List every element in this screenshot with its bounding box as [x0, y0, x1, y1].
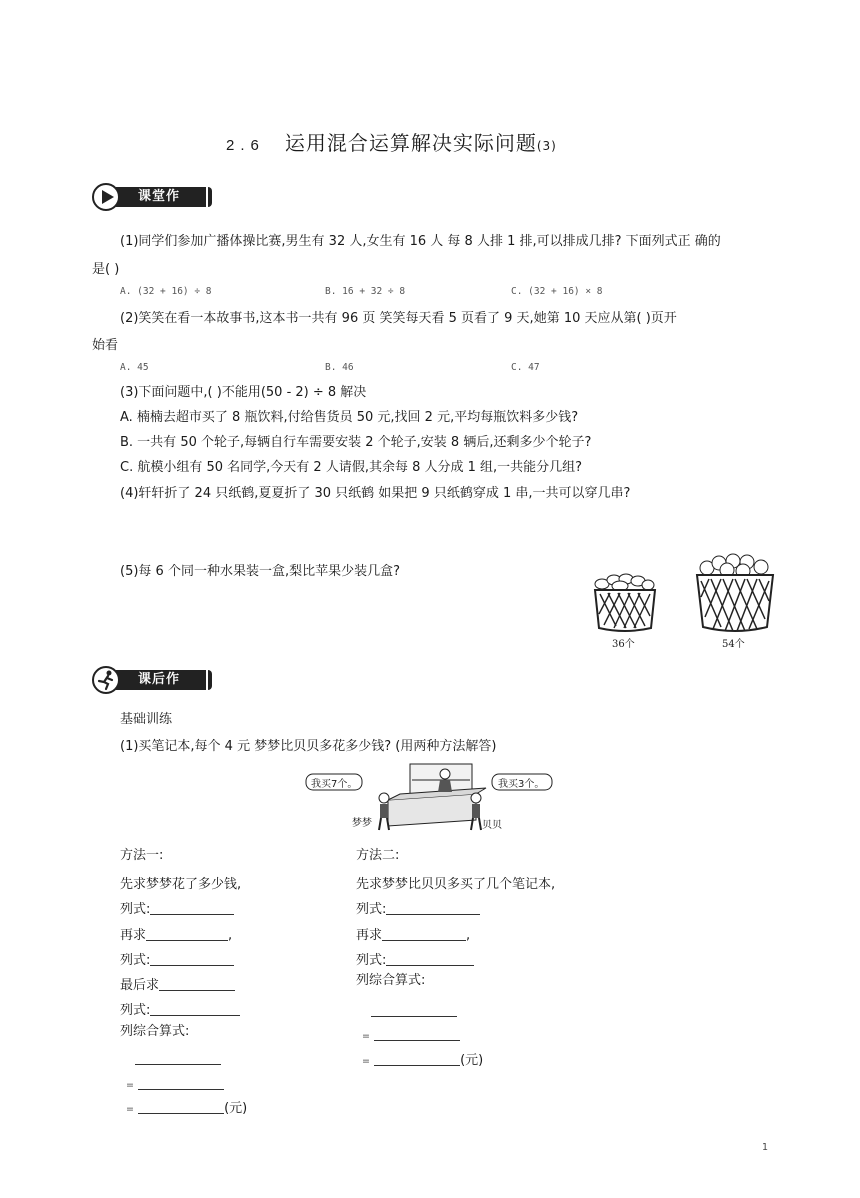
answer-blank[interactable]: [135, 1052, 221, 1065]
banner-label: 课堂作业: [116, 187, 212, 207]
option-c: C. 47: [511, 362, 540, 373]
question-4: (4)轩轩折了 24 只纸鹤,夏夏折了 30 只纸鹤 如果把 9 只纸鹤穿成 1 串,一共可以穿几串?: [120, 486, 631, 501]
method-1-heading: 方法一:: [120, 848, 164, 863]
page-title: 2.6 运用混合运算解决实际问题(3): [226, 131, 557, 155]
method-1-line-2: =: [126, 1077, 224, 1094]
answer-blank[interactable]: [374, 1028, 460, 1041]
basket-label: 54个: [722, 639, 745, 650]
method-1-step-3: 最后求: [120, 978, 235, 994]
answer-blank[interactable]: [138, 1101, 224, 1114]
method-2-line-3: = (元): [362, 1053, 484, 1068]
basket-label: 36个: [612, 639, 635, 650]
method-2-formula-1: 列式:: [356, 902, 480, 918]
method-2-line-1: [371, 1004, 457, 1020]
question-1-cont: 是( ): [92, 262, 120, 277]
answer-blank[interactable]: [150, 1003, 240, 1016]
method-2-step-1: 先求梦梦比贝贝多买了几个笔记本,: [356, 877, 556, 892]
option-b: B. 16 + 32 ÷ 8: [325, 286, 406, 297]
subsection-title: 基础训练: [120, 712, 173, 727]
method-2-step-2: 再求 ,: [356, 928, 471, 943]
page-number: 1: [762, 1142, 769, 1153]
question-5: (5)每 6 个同一种水果装一盒,梨比苹果少装几盒?: [120, 564, 400, 579]
option-a: A. (32 + 16) ÷ 8: [120, 286, 212, 297]
question-3: (3)下面问题中,( )不能用(50 - 2) ÷ 8 解决: [120, 385, 367, 400]
runner-icon: [92, 666, 120, 694]
speech-bubble-left: 我买7个。: [311, 779, 358, 790]
shop-illustration: [300, 760, 570, 834]
section-banner-classwork: [92, 183, 212, 224]
method-1-formula-3: 列式:: [120, 1003, 240, 1019]
basket-pears-image: [590, 570, 660, 640]
method-2-formula-2: 列式:: [356, 953, 474, 969]
option-b: B. 46: [325, 362, 354, 373]
homework-question-1: (1)买笔记本,每个 4 元 梦梦比贝贝多花多少钱? (用两种方法解答): [120, 739, 497, 754]
question-3-b: B. 一共有 50 个轮子,每辆自行车需要安装 2 个轮子,安装 8 辆后,还剩多少个轮子?: [120, 435, 592, 450]
answer-blank[interactable]: [159, 978, 235, 991]
answer-blank[interactable]: [382, 928, 466, 941]
speech-bubble-right: 我买3个。: [498, 779, 545, 790]
section-banner-homework: [92, 666, 212, 707]
method-2-heading: 方法二:: [356, 848, 400, 863]
method-1-line-3: = (元): [126, 1101, 248, 1116]
banner-label: 课后作业: [116, 670, 212, 690]
option-a: A. 45: [120, 362, 149, 373]
method-2-combined: 列综合算式:: [356, 973, 426, 988]
name-right: 贝贝: [482, 820, 502, 831]
basket-apples-image: [693, 553, 777, 637]
question-2: (2)笑笑在看一本故事书,这本书一共有 96 页 笑笑每天看 5 页看了 9 天,她第 10 天应从第( )页开: [120, 311, 677, 326]
answer-blank[interactable]: [150, 902, 234, 915]
method-1-formula-1: 列式:: [120, 902, 234, 918]
question-1: (1)同学们参加广播体操比赛,男生有 32 人,女生有 16 人 每 8 人排 1 排,可以排成几排? 下面列式正 确的: [120, 234, 721, 249]
method-2-line-2: =: [362, 1028, 460, 1045]
answer-blank[interactable]: [386, 902, 480, 915]
question-3-a: A. 楠楠去超市买了 8 瓶饮料,付给售货员 50 元,找回 2 元,平均每瓶饮料多少钱?: [120, 410, 579, 425]
answer-blank[interactable]: [150, 953, 234, 966]
method-1-step-1: 先求梦梦花了多少钱,: [120, 877, 242, 892]
answer-blank[interactable]: [146, 928, 228, 941]
answer-blank[interactable]: [371, 1004, 457, 1017]
question-3-c: C. 航模小组有 50 名同学,今天有 2 人请假,其余每 8 人分成 1 组,一共能分几组?: [120, 460, 583, 475]
play-icon: [92, 183, 120, 211]
question-2-cont: 始看: [92, 338, 119, 353]
method-1-step-2: 再求 ,: [120, 928, 233, 943]
answer-blank[interactable]: [386, 953, 474, 966]
answer-blank[interactable]: [374, 1053, 460, 1066]
method-1-combined: 列综合算式:: [120, 1024, 190, 1039]
method-1-line-1: [135, 1052, 221, 1068]
option-c: C. (32 + 16) × 8: [511, 286, 603, 297]
answer-blank[interactable]: [138, 1077, 224, 1090]
name-left: 梦梦: [352, 818, 372, 829]
method-1-formula-2: 列式:: [120, 953, 234, 969]
